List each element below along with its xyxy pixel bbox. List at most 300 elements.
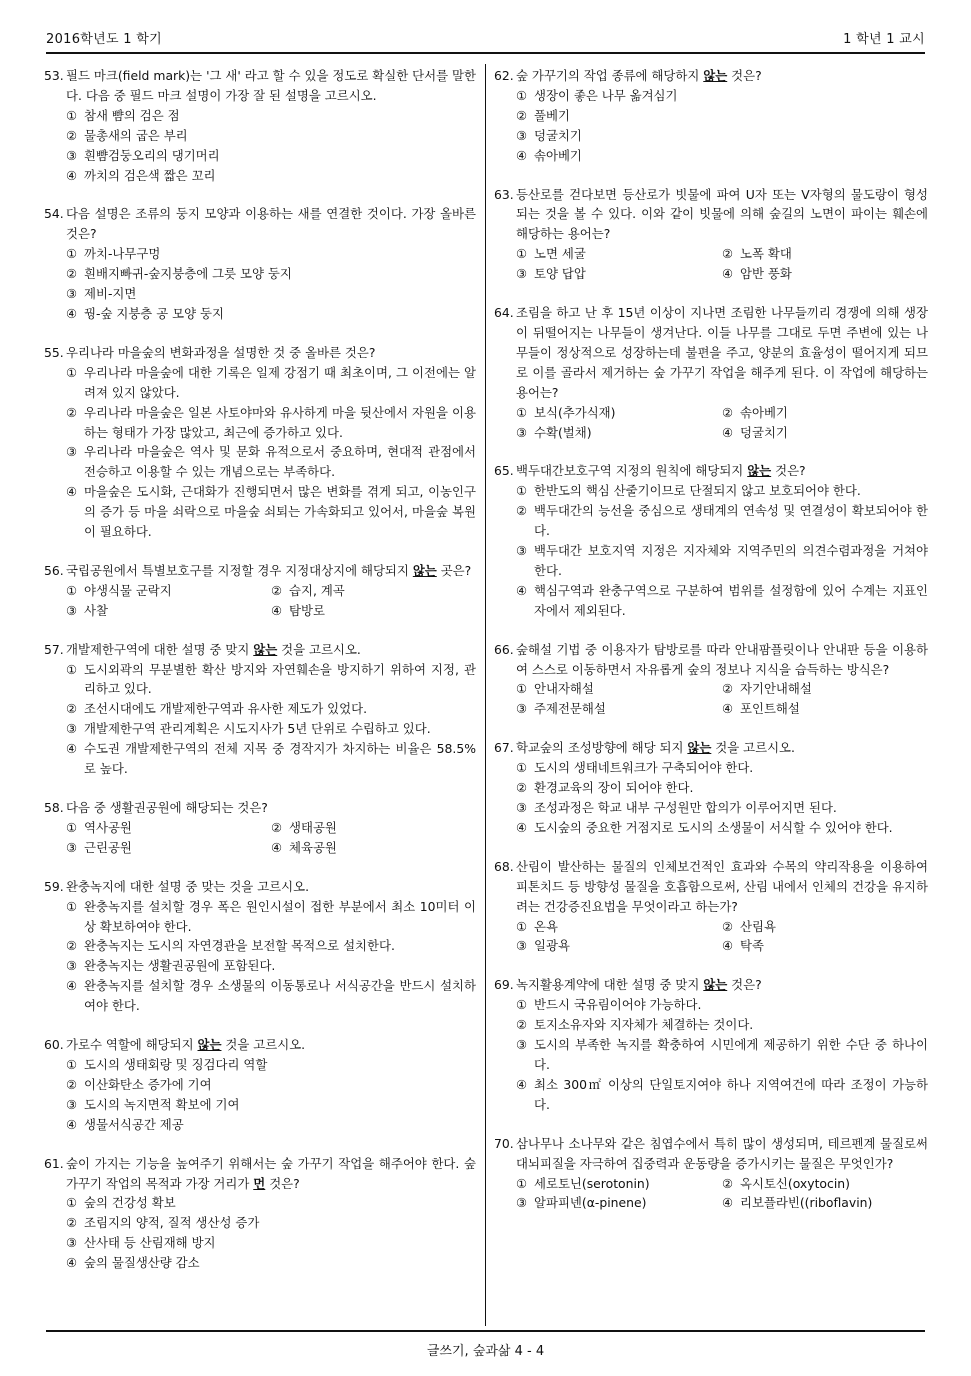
answer-option <box>516 1193 722 1213</box>
option-marker: ③ <box>66 839 78 855</box>
option-marker: ② <box>722 1175 734 1191</box>
option-marker: ③ <box>516 543 528 559</box>
question-text <box>66 1035 476 1055</box>
option-marker: ② <box>66 938 78 954</box>
option-text: 덩굴치기 <box>740 424 788 440</box>
question-text-post: 것은? <box>265 1175 300 1191</box>
answer-option <box>516 403 722 423</box>
question-text <box>66 1154 476 1194</box>
option-text: 솎아베기 <box>534 147 582 163</box>
answer-option <box>66 739 476 779</box>
option-marker: ① <box>66 819 78 835</box>
answer-option <box>516 501 928 541</box>
option-text: 옥시토신(oxytocin) <box>740 1175 850 1191</box>
question-number: 56. <box>44 562 64 578</box>
answer-option <box>722 1193 928 1213</box>
question-59 <box>44 877 476 1016</box>
question-text-pre: 다음 중 생활권공원에 해당되는 것은? <box>66 800 268 815</box>
question-58 <box>44 798 476 858</box>
answer-option <box>66 482 476 542</box>
option-text: 완충녹지는 생활권공원에 포함된다. <box>84 958 276 974</box>
answer-option <box>516 541 928 581</box>
option-marker: ② <box>516 1017 528 1033</box>
option-text: 우리나라 마을숲은 일본 사토야마와 유사하게 마을 뒷산에서 자원을 이용하는 형태가 가장 많았고, 최근에 증가하고 있다. <box>84 404 476 440</box>
option-text: 도시의 부족한 녹지를 확충하여 시민에게 제공하기 위한 수단 중 하나이다. <box>534 1037 928 1072</box>
option-text: 생물서식공간 제공 <box>84 1116 184 1132</box>
answer-option <box>66 304 476 324</box>
option-text: 백두대간의 능선을 중심으로 생태계의 연속성 및 연결성이 확보되어야 한다. <box>534 503 928 539</box>
answer-options <box>494 1174 928 1214</box>
option-text: 산사태 등 산림재해 방지 <box>84 1235 216 1251</box>
option-marker: ③ <box>66 1235 78 1251</box>
option-marker: ② <box>516 780 528 796</box>
answer-option <box>516 1015 928 1035</box>
option-text: 역사공원 <box>84 819 132 835</box>
option-marker: ① <box>516 87 528 103</box>
answer-option <box>66 146 476 166</box>
answer-option <box>66 284 476 304</box>
option-marker: ④ <box>66 305 78 321</box>
option-marker: ① <box>516 246 528 262</box>
option-text: 이산화탄소 증가에 기여 <box>84 1076 212 1092</box>
question-text-post: 것을 고르시오. <box>221 1037 306 1053</box>
answer-option <box>66 976 476 1016</box>
option-text: 알파피넨(α-pinene) <box>534 1195 647 1211</box>
answer-option <box>722 917 928 937</box>
option-text: 도시의 생태회랑 및 징검다리 역할 <box>84 1056 268 1072</box>
option-text: 토양 답압 <box>534 266 586 282</box>
question-stem <box>44 343 476 363</box>
answer-options <box>44 818 476 858</box>
option-marker: ① <box>66 364 78 380</box>
option-text: 까치-나무구멍 <box>84 246 161 262</box>
answer-option <box>722 699 928 719</box>
question-text-pre: 조림을 하고 난 후 15년 이상이 지나면 조림한 나무들끼리 경쟁에 의해 생장이 뒤떨어지는 나무들이 생겨난다. 이들 나무를 그대로 두면 주변에 있는 나무들이 정상적으로 성장하는데 불편을 주고, 양분의 효율성이 떨어지게 되므로 이를 골라서 제거하는 숲 가꾸기 작업을 해주게 된다. 이 작업에 해당하는 용어는? <box>516 305 928 400</box>
question-65 <box>494 461 928 620</box>
question-56 <box>44 561 476 621</box>
option-text: 숲의 건강성 확보 <box>84 1195 176 1211</box>
question-66 <box>494 640 928 720</box>
option-text: 완충녹지를 설치할 경우 폭은 원인시설이 접한 부분에서 최소 10미터 이상 확보하여야 한다. <box>84 898 476 934</box>
question-stem <box>494 185 928 245</box>
option-text: 개발제한구역 관리계획은 시도지사가 5년 단위로 수립하고 있다. <box>84 721 431 737</box>
option-marker: ② <box>722 246 734 262</box>
question-text-pre: 삼나무나 소나무와 같은 침엽수에서 특히 많이 생성되며, 테르펜계 물질로써 대뇌피질을 자극하여 집중력과 운동량을 증가시키는 물질은 무엇인가? <box>516 1135 928 1171</box>
question-stem <box>44 877 476 897</box>
answer-option <box>66 1095 476 1115</box>
answer-option <box>516 244 722 264</box>
option-text: 제비-지면 <box>84 286 137 302</box>
negation-emphasis: 않는 <box>703 68 728 83</box>
answer-option <box>66 403 476 443</box>
answer-option <box>66 699 476 719</box>
question-text <box>516 303 928 403</box>
answer-option <box>516 1075 928 1115</box>
option-marker: ① <box>66 582 78 598</box>
question-stem <box>494 303 928 403</box>
answer-options <box>494 244 928 284</box>
answer-option <box>66 363 476 403</box>
option-text: 탐방로 <box>289 602 325 618</box>
question-text-post: 것을 고르시오. <box>711 740 795 756</box>
question-70 <box>494 1134 928 1214</box>
option-marker: ① <box>516 918 528 934</box>
answer-option <box>516 936 722 956</box>
question-text-pre: 학교숲의 조성방향에 해당 되지 <box>516 740 688 756</box>
question-number: 66. <box>494 641 514 657</box>
answer-option <box>722 403 928 423</box>
left-column <box>44 66 476 1292</box>
option-marker: ② <box>722 681 734 697</box>
option-marker: ③ <box>516 424 528 440</box>
question-55 <box>44 343 476 542</box>
answer-option <box>516 699 722 719</box>
question-57 <box>44 640 476 779</box>
option-marker: ④ <box>66 484 78 500</box>
answer-options <box>494 758 928 838</box>
question-stem <box>494 461 928 481</box>
option-marker: ④ <box>722 424 734 440</box>
answer-option <box>516 1174 722 1194</box>
answer-option <box>66 956 476 976</box>
option-text: 수확(벌채) <box>534 424 592 440</box>
option-text: 꿩-숲 지붕층 공 모양 둥지 <box>84 305 224 321</box>
question-stem <box>44 798 476 818</box>
option-text: 자기안내해설 <box>740 681 812 697</box>
option-text: 도시의 녹지면적 확보에 기여 <box>84 1096 240 1112</box>
question-text <box>516 66 928 86</box>
option-marker: ② <box>66 266 78 282</box>
option-text: 조림지의 양적, 질적 생산성 증가 <box>84 1215 260 1231</box>
question-stem <box>494 66 928 86</box>
option-text: 산림욕 <box>740 918 776 934</box>
question-text <box>516 461 928 481</box>
option-marker: ④ <box>66 978 78 994</box>
question-number: 65. <box>494 463 514 479</box>
option-marker: ③ <box>516 1195 528 1211</box>
answer-option <box>722 423 928 443</box>
answer-options <box>44 897 476 1016</box>
page-header <box>46 28 925 52</box>
question-61 <box>44 1154 476 1273</box>
option-marker: ② <box>66 701 78 717</box>
answer-option <box>66 897 476 937</box>
question-text <box>516 1134 928 1174</box>
question-text <box>516 975 928 995</box>
option-marker: ③ <box>516 127 528 143</box>
answer-option <box>66 660 476 700</box>
answer-option <box>66 1193 476 1213</box>
question-text-post: 곳은? <box>436 562 472 578</box>
question-text-pre: 우리나라 마을숲의 변화과정을 설명한 것 중 올바른 것은? <box>66 344 376 360</box>
option-marker: ③ <box>66 958 78 974</box>
negation-emphasis: 먼 <box>253 1175 266 1191</box>
answer-option <box>516 995 928 1015</box>
answer-option <box>271 601 476 621</box>
answer-option <box>66 838 271 858</box>
question-text <box>66 561 476 581</box>
question-number: 53. <box>44 68 64 83</box>
option-marker: ① <box>516 681 528 697</box>
answer-option <box>516 86 928 106</box>
option-marker: ④ <box>66 167 78 183</box>
question-text-pre: 완충녹지에 대한 설명 중 맞는 것을 고르시오. <box>66 878 310 894</box>
answer-option <box>66 936 476 956</box>
question-text <box>516 738 928 758</box>
answer-options <box>44 363 476 542</box>
grade-period-label: 1 학년 1 교시 <box>843 32 925 47</box>
option-text: 마을숲은 도시화, 근대화가 진행되면서 많은 변화를 겪게 되고, 이농인구의 증가 등 마을 쇠락으로 마을숲 쇠퇴는 가속화되고 있어서, 마을숲 복원이 필요하다. <box>84 484 476 540</box>
answer-option <box>516 581 928 621</box>
option-text: 덩굴치기 <box>534 127 582 143</box>
answer-options <box>494 86 928 166</box>
option-marker: ② <box>66 1076 78 1092</box>
option-text: 도시숲의 중요한 거점지로 도시의 소생물이 서식할 수 있어야 한다. <box>534 819 893 835</box>
question-text-pre: 국립공원에서 특별보호구를 지정할 경우 지정대상지에 해당되지 <box>66 562 413 578</box>
option-marker: ② <box>271 582 283 598</box>
answer-option <box>516 917 722 937</box>
option-marker: ③ <box>66 147 78 163</box>
semester-label: 2016학년도 1 학기 <box>46 32 163 47</box>
answer-option <box>66 126 476 146</box>
option-text: 핵심구역과 완충구역으로 구분하여 범위를 설정함에 있어 수계는 지표인자에서 제외된다. <box>534 582 928 618</box>
option-marker: ② <box>722 918 734 934</box>
answer-option <box>516 778 928 798</box>
option-marker: ④ <box>516 1076 528 1092</box>
question-number: 70. <box>494 1135 514 1151</box>
option-text: 온욕 <box>534 918 558 934</box>
option-marker: ② <box>66 1215 78 1231</box>
option-marker: ① <box>516 760 528 776</box>
option-text: 노면 세굴 <box>534 246 586 262</box>
option-text: 체육공원 <box>289 839 337 855</box>
answer-option <box>271 818 476 838</box>
answer-option <box>516 423 722 443</box>
column-divider <box>485 64 486 1326</box>
answer-options <box>44 581 476 621</box>
question-67 <box>494 738 928 838</box>
question-text <box>66 798 476 818</box>
page-footer: 글쓰기, 숲과삶 4 - 4 <box>426 1344 545 1359</box>
answer-option <box>66 244 476 264</box>
answer-option <box>516 126 928 146</box>
answer-options <box>494 403 928 443</box>
question-number: 63. <box>494 186 514 202</box>
option-text: 일광욕 <box>534 938 570 954</box>
question-stem <box>44 1154 476 1194</box>
question-number: 67. <box>494 740 514 756</box>
question-text <box>66 204 476 244</box>
question-stem <box>44 1035 476 1055</box>
answer-option <box>516 146 928 166</box>
option-text: 생태공원 <box>289 819 337 835</box>
option-marker: ③ <box>66 602 78 618</box>
answer-options <box>494 995 928 1114</box>
question-text <box>516 185 928 245</box>
option-text: 세로토닌(serotonin) <box>534 1175 650 1191</box>
question-number: 61. <box>44 1155 64 1171</box>
option-marker: ① <box>66 661 78 677</box>
option-text: 흰뺨검둥오리의 댕기머리 <box>84 147 220 163</box>
answer-option <box>516 798 928 818</box>
option-marker: ③ <box>516 938 528 954</box>
question-53 <box>44 66 476 185</box>
option-marker: ④ <box>722 266 734 282</box>
answer-option <box>516 1035 928 1075</box>
option-text: 도시외곽의 무분별한 확산 방지와 자연훼손을 방지하기 위하여 지정, 관리하고 있다. <box>84 661 476 697</box>
answer-options <box>494 917 928 957</box>
option-text: 리보플라빈((riboflavin) <box>740 1195 873 1211</box>
answer-option <box>66 601 271 621</box>
answer-option <box>66 1115 476 1135</box>
option-marker: ③ <box>516 1037 528 1053</box>
option-marker: ① <box>66 1195 78 1211</box>
option-text: 조선시대에도 개발제한구역과 유사한 제도가 있었다. <box>84 701 368 717</box>
option-marker: ② <box>516 503 528 519</box>
question-number: 57. <box>44 641 64 657</box>
option-text: 물총새의 굽은 부리 <box>84 127 188 143</box>
answer-options <box>494 481 928 620</box>
option-marker: ④ <box>66 741 78 757</box>
option-text: 솎아베기 <box>740 404 788 420</box>
question-text-post: 것은? <box>727 68 762 83</box>
option-marker: ② <box>66 404 78 420</box>
answer-option <box>66 1055 476 1075</box>
option-text: 암반 풍화 <box>740 266 792 282</box>
question-number: 55. <box>44 344 64 360</box>
option-text: 수도권 개발제한구역의 전체 지목 중 경작지가 차지하는 비율은 58.5%로 높다. <box>84 741 476 777</box>
question-text-pre: 개발제한구역에 대한 설명 중 맞지 <box>66 641 254 657</box>
negation-emphasis: 않는 <box>747 463 772 479</box>
question-number: 54. <box>44 206 64 222</box>
answer-option <box>516 758 928 778</box>
option-text: 탁족 <box>740 938 764 954</box>
answer-option <box>66 1253 476 1273</box>
question-stem <box>494 738 928 758</box>
question-text-pre: 다음 설명은 조류의 둥지 모양과 이용하는 새를 연결한 것이다. 가장 올바른 것은? <box>66 206 476 242</box>
footer-rule <box>46 1330 925 1332</box>
question-62 <box>494 66 928 166</box>
option-text: 노폭 확대 <box>740 246 792 262</box>
question-number: 60. <box>44 1037 64 1053</box>
answer-option <box>722 1174 928 1194</box>
question-text-pre: 백두대간보호구역 지정의 원칙에 해당되지 <box>516 463 748 479</box>
negation-emphasis: 않는 <box>197 1037 222 1053</box>
negation-emphasis: 않는 <box>412 562 437 578</box>
question-text <box>516 857 928 917</box>
answer-option <box>66 1075 476 1095</box>
option-text: 반드시 국유림이어야 가능하다. <box>534 997 702 1013</box>
option-text: 환경교육의 장이 되어야 한다. <box>534 780 694 796</box>
option-marker: ① <box>66 107 78 123</box>
answer-option <box>516 818 928 838</box>
option-text: 생장이 좋은 나무 옮겨심기 <box>534 87 678 103</box>
question-54 <box>44 204 476 323</box>
option-marker: ③ <box>516 701 528 717</box>
question-text-pre: 가로수 역할에 해당되지 <box>66 1037 198 1053</box>
option-marker: ① <box>516 404 528 420</box>
option-marker: ④ <box>722 701 734 717</box>
question-text-post: 것은? <box>727 977 762 993</box>
option-text: 완충녹지를 설치할 경우 소생물의 이동통로나 서식공간을 반드시 설치하여야 한다. <box>84 978 476 1014</box>
header-rule <box>46 52 925 54</box>
question-text-pre: 숲이 가지는 기능을 높여주기 위해서는 숲 가꾸기 작업을 해주어야 한다. 숲 가꾸기 작업의 목적과 가장 거리가 <box>66 1155 476 1191</box>
option-marker: ④ <box>516 819 528 835</box>
question-text-pre: 숲해설 기법 중 이용자가 탐방로를 따라 안내팜플릿이나 안내판 등을 이용하여 스스로 이동하면서 자유롭게 숲의 정보나 지식을 습득하는 방식은? <box>516 641 928 677</box>
question-number: 64. <box>494 305 514 321</box>
question-63 <box>494 185 928 285</box>
negation-emphasis: 않는 <box>687 740 712 756</box>
question-stem <box>494 857 928 917</box>
answer-option <box>66 1233 476 1253</box>
question-text <box>66 877 476 897</box>
answer-options <box>44 1055 476 1135</box>
answer-option <box>66 719 476 739</box>
option-text: 근린공원 <box>84 839 132 855</box>
option-text: 완충녹지는 도시의 자연경관을 보전할 목적으로 설치한다. <box>84 938 395 954</box>
question-69 <box>494 975 928 1114</box>
answer-option <box>271 838 476 858</box>
option-marker: ④ <box>66 1255 78 1271</box>
question-stem <box>44 561 476 581</box>
option-text: 흰배지빠귀-숲지붕층에 그릇 모양 둥지 <box>84 266 292 282</box>
answer-option <box>66 1213 476 1233</box>
option-marker: ① <box>516 483 528 499</box>
question-text-pre: 숲 가꾸기의 작업 종류에 해당하지 <box>516 68 704 83</box>
option-text: 주제전문해설 <box>534 701 606 717</box>
question-stem <box>494 640 928 680</box>
answer-option <box>516 106 928 126</box>
question-text <box>66 640 476 660</box>
answer-option <box>516 481 928 501</box>
answer-option <box>516 264 722 284</box>
answer-option <box>516 679 722 699</box>
answer-option <box>722 264 928 284</box>
option-text: 숲의 물질생산량 감소 <box>84 1255 200 1271</box>
option-marker: ④ <box>66 1116 78 1132</box>
answer-option <box>66 166 476 186</box>
question-number: 58. <box>44 800 64 815</box>
question-number: 62. <box>494 68 514 83</box>
option-marker: ① <box>66 1056 78 1072</box>
option-marker: ② <box>516 107 528 123</box>
option-marker: ④ <box>722 1195 734 1211</box>
option-marker: ② <box>66 127 78 143</box>
option-marker: ③ <box>516 266 528 282</box>
answer-option <box>66 581 271 601</box>
answer-option <box>66 264 476 284</box>
answer-options <box>44 660 476 779</box>
option-text: 습지, 계곡 <box>289 582 345 598</box>
option-text: 토지소유자와 지자체가 체결하는 것이다. <box>534 1017 754 1033</box>
option-text: 최소 300㎡ 이상의 단일토지여야 하나 지역여건에 따라 조정이 가능하다. <box>534 1076 928 1112</box>
answer-option <box>271 581 476 601</box>
question-text <box>516 640 928 680</box>
question-64 <box>494 303 928 442</box>
option-marker: ① <box>516 997 528 1013</box>
question-text-post: 것을 고르시오. <box>277 641 361 657</box>
question-text <box>66 66 476 106</box>
answer-options <box>44 1193 476 1273</box>
question-text <box>66 343 476 363</box>
question-text-post: 것은? <box>771 463 806 479</box>
option-text: 풀베기 <box>534 107 570 123</box>
option-text: 보식(추가식재) <box>534 404 616 420</box>
option-text: 안내자해설 <box>534 681 594 697</box>
answer-option <box>66 442 476 482</box>
question-stem <box>494 1134 928 1174</box>
answer-option <box>66 106 476 126</box>
